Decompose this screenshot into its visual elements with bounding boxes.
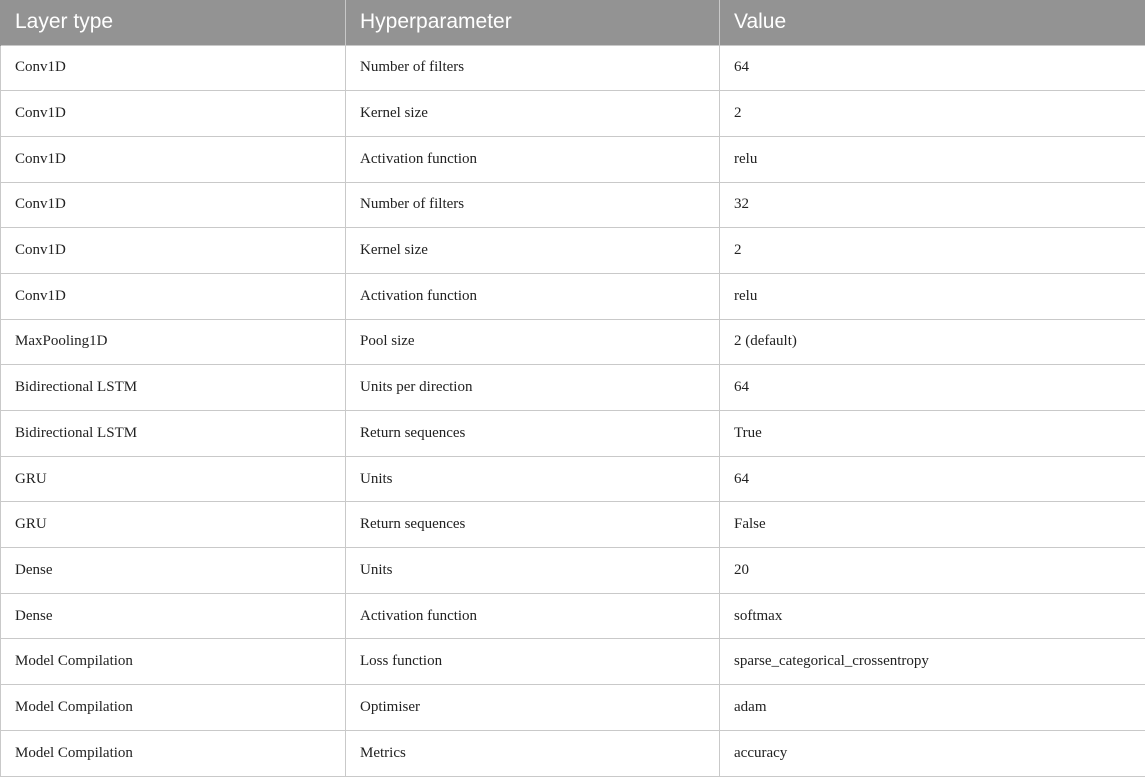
value-cell: relu [720, 273, 1145, 319]
hyperparameter-cell: Metrics [346, 730, 720, 776]
hyperparameter-cell: Activation function [346, 273, 720, 319]
layer-type-cell: Conv1D [1, 273, 346, 319]
value-cell: softmax [720, 593, 1145, 639]
value-cell: 2 [720, 228, 1145, 274]
value-cell: 2 [720, 91, 1145, 137]
table-row [1, 730, 1145, 776]
hyperparameter-cell: Pool size [346, 319, 720, 365]
table-row [1, 136, 1145, 182]
hyperparameter-cell: Units [346, 548, 720, 594]
value-cell: accuracy [720, 730, 1145, 776]
value-cell: adam [720, 685, 1145, 731]
table-row [1, 365, 1145, 411]
value-cell: 20 [720, 548, 1145, 594]
hyperparameter-cell: Optimiser [346, 685, 720, 731]
layer-type-cell: Dense [1, 548, 346, 594]
hyperparameter-cell: Activation function [346, 136, 720, 182]
value-cell: False [720, 502, 1145, 548]
layer-type-cell: Conv1D [1, 136, 346, 182]
layer-type-cell: Conv1D [1, 91, 346, 137]
value-cell: relu [720, 136, 1145, 182]
header-value: Value [720, 0, 1145, 45]
hyperparameter-cell: Number of filters [346, 45, 720, 91]
layer-type-cell: Conv1D [1, 45, 346, 91]
table-row [1, 593, 1145, 639]
header-layer-type: Layer type [1, 0, 346, 45]
table-row [1, 228, 1145, 274]
hyperparameter-cell: Return sequences [346, 502, 720, 548]
hyperparameter-cell: Units per direction [346, 365, 720, 411]
value-cell: 64 [720, 365, 1145, 411]
layer-type-cell: GRU [1, 502, 346, 548]
layer-type-cell: Conv1D [1, 182, 346, 228]
value-cell: True [720, 411, 1145, 457]
table-row [1, 639, 1145, 685]
hyperparameter-cell: Units [346, 456, 720, 502]
table-row [1, 182, 1145, 228]
table-row [1, 273, 1145, 319]
table-row [1, 319, 1145, 365]
layer-type-cell: Model Compilation [1, 685, 346, 731]
hyperparameter-cell: Return sequences [346, 411, 720, 457]
hyperparameter-cell: Number of filters [346, 182, 720, 228]
header-row [1, 0, 1145, 45]
value-cell: 32 [720, 182, 1145, 228]
layer-type-cell: Bidirectional LSTM [1, 411, 346, 457]
layer-type-cell: MaxPooling1D [1, 319, 346, 365]
header-hyperparameter: Hyperparameter [346, 0, 720, 45]
hyperparameter-cell: Kernel size [346, 228, 720, 274]
value-cell: sparse_categorical_crossentropy [720, 639, 1145, 685]
layer-type-cell: Model Compilation [1, 730, 346, 776]
table-row [1, 685, 1145, 731]
layer-type-cell: Dense [1, 593, 346, 639]
table-row [1, 45, 1145, 91]
hyperparameter-cell: Activation function [346, 593, 720, 639]
table-body [1, 45, 1145, 776]
value-cell: 64 [720, 456, 1145, 502]
table-row [1, 91, 1145, 137]
layer-type-cell: Bidirectional LSTM [1, 365, 346, 411]
value-cell: 64 [720, 45, 1145, 91]
table-row [1, 456, 1145, 502]
table-row [1, 411, 1145, 457]
layer-type-cell: Model Compilation [1, 639, 346, 685]
value-cell: 2 (default) [720, 319, 1145, 365]
table-header [1, 0, 1145, 45]
layer-type-cell: Conv1D [1, 228, 346, 274]
table-row [1, 548, 1145, 594]
hyperparameter-cell: Loss function [346, 639, 720, 685]
table-row [1, 502, 1145, 548]
hyperparameter-cell: Kernel size [346, 91, 720, 137]
layer-type-cell: GRU [1, 456, 346, 502]
